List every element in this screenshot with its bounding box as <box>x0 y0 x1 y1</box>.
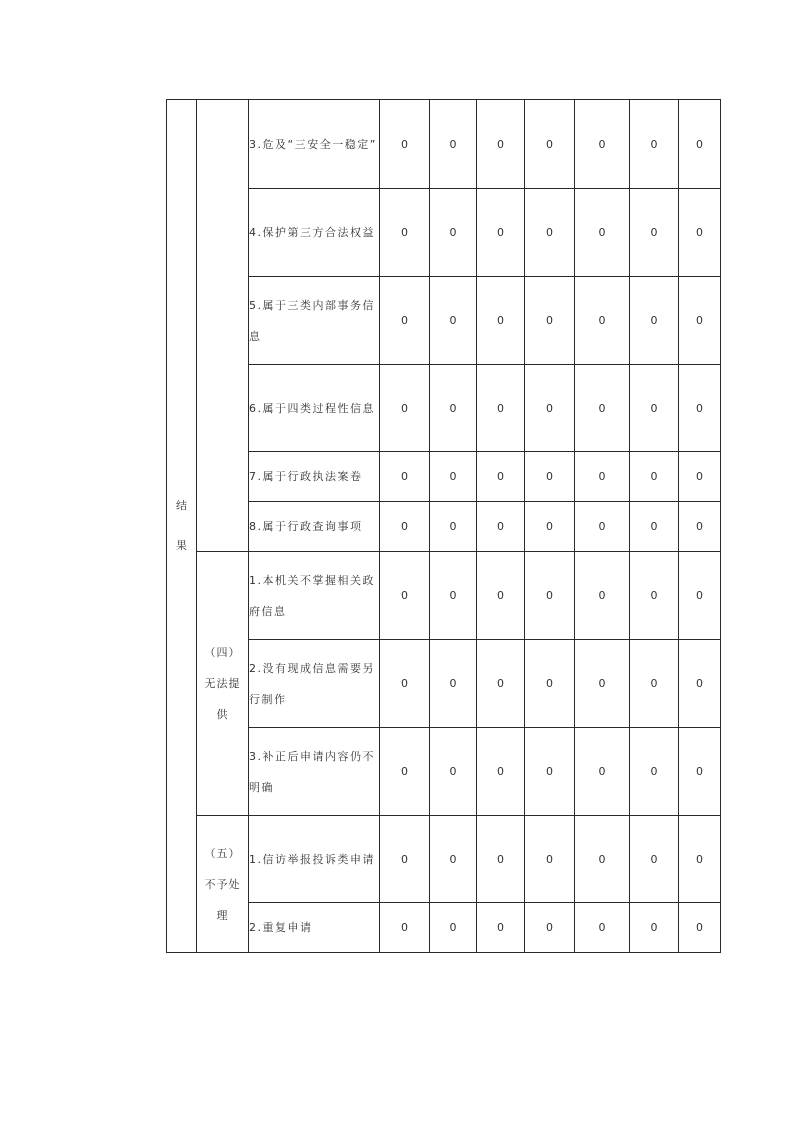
value-cell: 0 <box>380 552 430 640</box>
value-cell: 0 <box>679 728 721 816</box>
value-cell: 0 <box>380 365 430 452</box>
value-cell: 0 <box>477 728 525 816</box>
value-cell: 0 <box>380 502 430 552</box>
value-cell: 0 <box>430 365 477 452</box>
value-cell: 0 <box>477 552 525 640</box>
value-cell: 0 <box>575 552 630 640</box>
value-cell: 0 <box>630 640 679 728</box>
value-cell: 0 <box>630 277 679 365</box>
row-item-label: 8.属于行政查询事项 <box>249 502 380 552</box>
value-cell: 0 <box>679 903 721 953</box>
value-cell: 0 <box>430 552 477 640</box>
value-cell: 0 <box>430 100 477 189</box>
value-cell: 0 <box>477 365 525 452</box>
value-cell: 0 <box>679 365 721 452</box>
value-cell: 0 <box>630 452 679 502</box>
value-cell: 0 <box>575 100 630 189</box>
value-cell: 0 <box>430 277 477 365</box>
value-cell: 0 <box>380 640 430 728</box>
row-item-label: 5.属于三类内部事务信息 <box>249 277 380 365</box>
section-label: （四）无法提供 <box>197 552 249 816</box>
row-item-label: 3.补正后申请内容仍不明确 <box>249 728 380 816</box>
value-cell: 0 <box>575 365 630 452</box>
value-cell: 0 <box>630 189 679 277</box>
row-item-label: 6.属于四类过程性信息 <box>249 365 380 452</box>
row-item-label: 2.没有现成信息需要另行制作 <box>249 640 380 728</box>
value-cell: 0 <box>477 189 525 277</box>
value-cell: 0 <box>477 640 525 728</box>
row-item-label: 3.危及“三安全一稳定” <box>249 100 380 189</box>
row-item-label: 1.信访举报投诉类申请 <box>249 816 380 903</box>
value-cell: 0 <box>525 903 575 953</box>
value-cell: 0 <box>525 640 575 728</box>
value-cell: 0 <box>575 728 630 816</box>
value-cell: 0 <box>477 277 525 365</box>
value-cell: 0 <box>679 189 721 277</box>
value-cell: 0 <box>380 100 430 189</box>
value-cell: 0 <box>477 100 525 189</box>
section-label <box>197 100 249 552</box>
value-cell: 0 <box>630 728 679 816</box>
value-cell: 0 <box>630 816 679 903</box>
section-label: （五）不予处理 <box>197 816 249 953</box>
value-cell: 0 <box>477 816 525 903</box>
value-cell: 0 <box>525 365 575 452</box>
value-cell: 0 <box>430 189 477 277</box>
value-cell: 0 <box>630 552 679 640</box>
value-cell: 0 <box>430 502 477 552</box>
value-cell: 0 <box>575 816 630 903</box>
value-cell: 0 <box>380 189 430 277</box>
value-cell: 0 <box>679 816 721 903</box>
row-item-label: 7.属于行政执法案卷 <box>249 452 380 502</box>
value-cell: 0 <box>525 502 575 552</box>
row-item-label: 2.重复申请 <box>249 903 380 953</box>
value-cell: 0 <box>575 502 630 552</box>
value-cell: 0 <box>525 816 575 903</box>
value-cell: 0 <box>380 903 430 953</box>
value-cell: 0 <box>477 452 525 502</box>
value-cell: 0 <box>380 277 430 365</box>
disclosure-results-table <box>166 99 721 953</box>
value-cell: 0 <box>525 277 575 365</box>
value-cell: 0 <box>525 452 575 502</box>
value-cell: 0 <box>679 502 721 552</box>
value-cell: 0 <box>679 640 721 728</box>
value-cell: 0 <box>575 452 630 502</box>
value-cell: 0 <box>630 100 679 189</box>
row-item-label: 1.本机关不掌握相关政府信息 <box>249 552 380 640</box>
value-cell: 0 <box>430 452 477 502</box>
value-cell: 0 <box>525 189 575 277</box>
value-cell: 0 <box>575 277 630 365</box>
value-cell: 0 <box>380 728 430 816</box>
value-cell: 0 <box>380 816 430 903</box>
value-cell: 0 <box>679 552 721 640</box>
value-cell: 0 <box>575 189 630 277</box>
value-cell: 0 <box>679 100 721 189</box>
left-category-label: 结果 <box>167 100 197 953</box>
value-cell: 0 <box>630 903 679 953</box>
value-cell: 0 <box>525 100 575 189</box>
value-cell: 0 <box>575 640 630 728</box>
value-cell: 0 <box>430 903 477 953</box>
row-item-label: 4.保护第三方合法权益 <box>249 189 380 277</box>
value-cell: 0 <box>679 277 721 365</box>
value-cell: 0 <box>679 452 721 502</box>
value-cell: 0 <box>430 728 477 816</box>
value-cell: 0 <box>630 502 679 552</box>
value-cell: 0 <box>380 452 430 502</box>
value-cell: 0 <box>430 816 477 903</box>
value-cell: 0 <box>575 903 630 953</box>
value-cell: 0 <box>477 903 525 953</box>
value-cell: 0 <box>525 728 575 816</box>
value-cell: 0 <box>525 552 575 640</box>
value-cell: 0 <box>430 640 477 728</box>
value-cell: 0 <box>630 365 679 452</box>
value-cell: 0 <box>477 502 525 552</box>
